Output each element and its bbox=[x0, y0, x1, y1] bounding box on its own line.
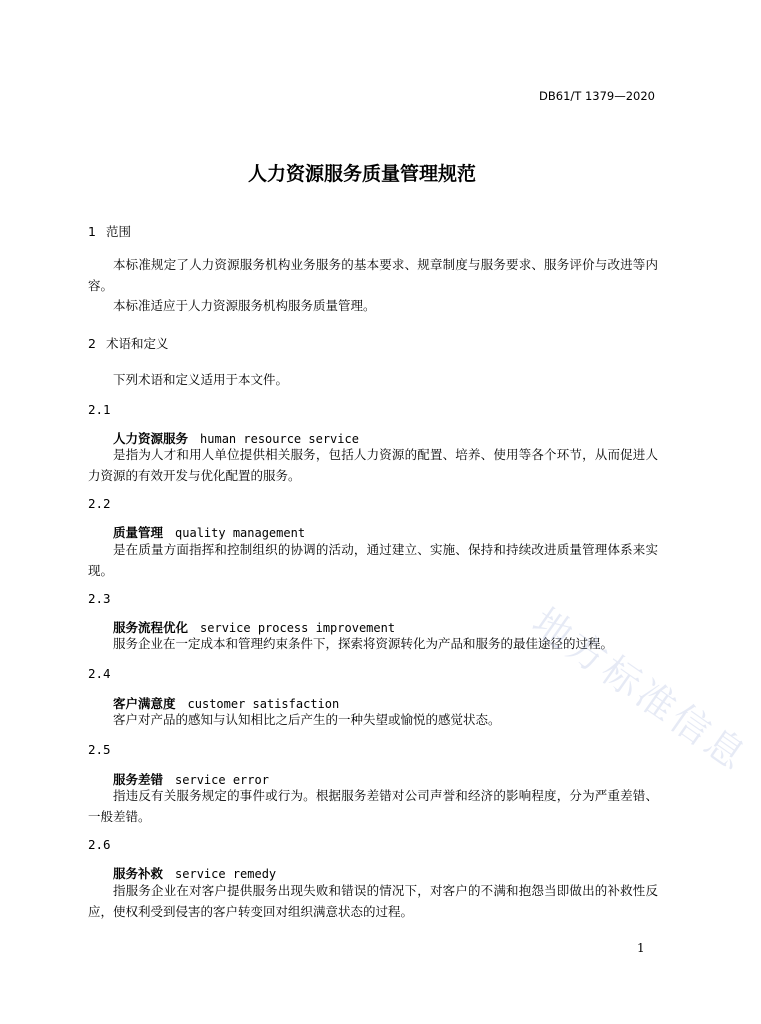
section-1-paragraph-1: 本标准规定了人力资源服务机构业务服务的基本要求、规章制度与服务要求、服务评价与改进等内容。 bbox=[88, 257, 658, 293]
term-name-en: service error bbox=[175, 773, 269, 787]
section-title: 术语和定义 bbox=[106, 336, 169, 351]
term-number: 2.5 bbox=[88, 742, 111, 757]
term-name-zh: 人力资源服务 bbox=[113, 431, 189, 446]
term-definition: 是在质量方面指挥和控制组织的协调的活动，通过建立、实施、保持和持续改进质量管理体系来实现。 bbox=[88, 542, 658, 578]
term-name-zh: 质量管理 bbox=[113, 525, 164, 540]
term-name-zh: 服务补救 bbox=[113, 866, 164, 881]
term-number: 2.1 bbox=[88, 402, 111, 417]
term-definition: 是指为人才和用人单位提供相关服务，包括人力资源的配置、培养、使用等各个环节，从而促进人力资源的有效开发与优化配置的服务。 bbox=[88, 447, 658, 483]
term-name-en: customer satisfaction bbox=[187, 697, 340, 711]
term-name-en: human resource service bbox=[200, 432, 359, 446]
section-number: 2 bbox=[88, 336, 96, 351]
term-name-en: service remedy bbox=[175, 867, 277, 881]
watermark: 地方标准信息 bbox=[524, 599, 757, 780]
document-id: DB61/T 1379—2020 bbox=[539, 89, 655, 103]
section-1-heading bbox=[88, 222, 131, 240]
term-name-zh: 服务差错 bbox=[113, 772, 164, 787]
term-definition: 服务企业在一定成本和管理约束条件下，探索将资源转化为产品和服务的最佳途径的过程。 bbox=[113, 636, 614, 651]
term-name-zh: 客户满意度 bbox=[113, 696, 176, 711]
term-number: 2.2 bbox=[88, 496, 111, 511]
term-definition: 指违反有关服务规定的事件或行为。根据服务差错对公司声誉和经济的影响程度，分为严重差错、一般差错。 bbox=[88, 788, 658, 824]
term-definition: 指服务企业在对客户提供服务出现失败和错误的情况下，对客户的不满和抱怨当即做出的补救性反应，使权利受到侵害的客户转变回对组织满意状态的过程。 bbox=[88, 883, 658, 919]
section-2-intro: 下列术语和定义适用于本文件。 bbox=[113, 372, 289, 387]
term-number: 2.3 bbox=[88, 591, 111, 606]
term-definition: 客户对产品的感知与认知相比之后产生的一种失望或愉悦的感觉状态。 bbox=[113, 712, 501, 727]
term-number: 2.4 bbox=[88, 666, 111, 681]
term-name-en: quality management bbox=[175, 526, 306, 540]
document-title: 人力资源服务质量管理规范 bbox=[247, 163, 476, 185]
term-name-en: service process improvement bbox=[200, 621, 396, 635]
section-2-heading bbox=[88, 334, 169, 352]
term-number: 2.6 bbox=[88, 837, 111, 852]
page-number: 1 bbox=[637, 941, 645, 955]
term-name-zh: 服务流程优化 bbox=[113, 620, 189, 635]
section-title: 范围 bbox=[106, 224, 132, 239]
section-1-paragraph-2: 本标准适应于人力资源服务机构服务质量管理。 bbox=[113, 298, 376, 313]
section-number: 1 bbox=[88, 224, 96, 239]
